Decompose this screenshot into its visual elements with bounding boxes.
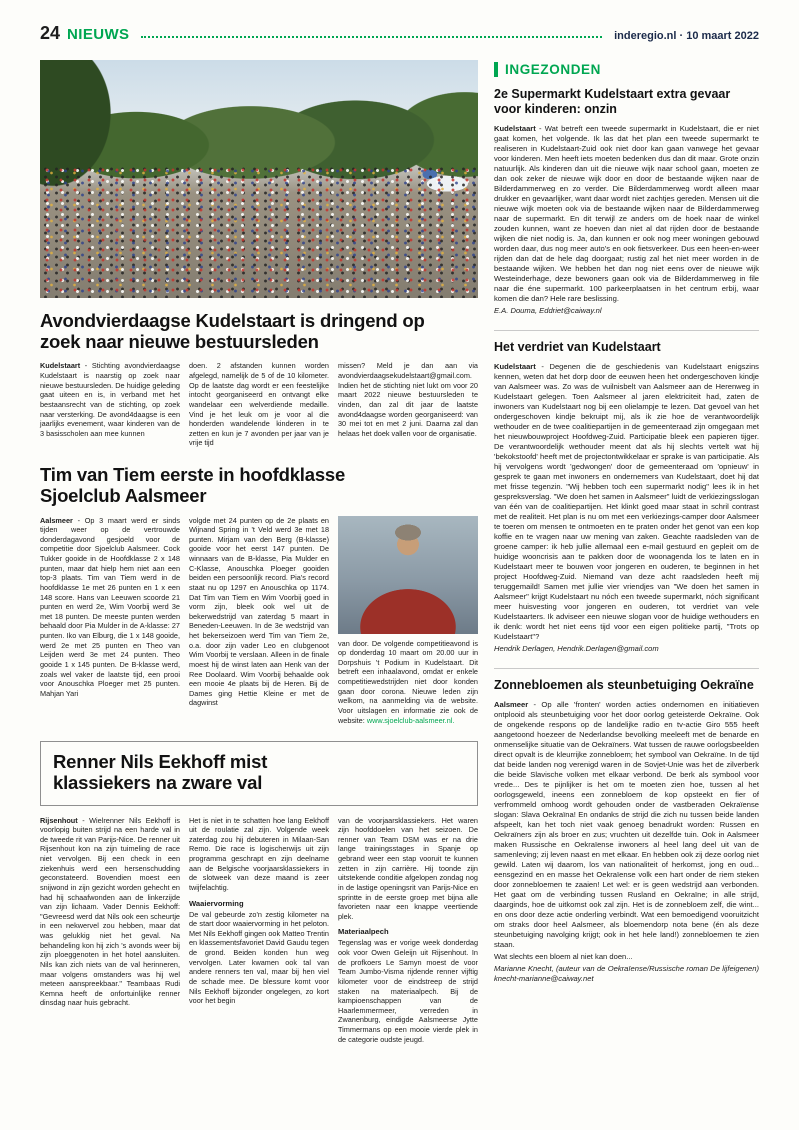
article2-headline: Tim van Tiem eerste in hoofdklasse Sjoelclub Aalsmeer xyxy=(40,464,346,506)
body-text: De val gebeurde zo'n zestig kilometer na de start door waaiervorming in het peloton. Met Nils Eekhoff gingen ook Matteo Trentin en klassementsfavoriet David Gaudu tegen de grond. Beiden konden hun weg vervolgen. Later kwamen ook tal van andere renners ten val, maar bij hen viel de schade mee. De blessure komt voor Nils Eekhoff bijzonder ongelegen, zo kort voor het begin xyxy=(189,909,329,1006)
body-text: Het is niet in te schatten hoe lang Eekhoff uit de roulatie zal zijn. Volgende week zaterdag zou hij debuteren in Milaan-San Remo. Die race is logischerwijs uit zijn programma geschrapt en zijn deelname aan de Belgische voorjaarsklassiekers in de slotweek van deze maand is zeer twijfelachtig. xyxy=(189,815,329,892)
article3-col1 xyxy=(40,816,180,1045)
letter-closing: Wat slechts een bloem al niet kan doen... xyxy=(494,952,633,962)
dateline: Kudelstaart xyxy=(40,361,81,371)
letter-signature: E.A. Douma, Eddriet@caiway.nl xyxy=(494,305,602,315)
letter-title: Het verdriet van Kudelstaart xyxy=(494,339,661,354)
subhead-materiaalpech: Materiaalpech xyxy=(338,927,389,937)
dateline: Kudelstaart xyxy=(494,361,536,371)
letter-body xyxy=(494,700,759,950)
body-text: Tegenslag was er vorige week donderdag ook voor Owen Geleijn uit Rijsenhout. In de profkoers Le Samyn moest de voor Team Jumbo-Visma rijdende renner vijftig kilometer voor de eindstreep de strijd staken na materiaalpech. Bij de kampioenschappen van de Haarlemmermeer, verreden in Zwanenburg, eindigde Aalsmeerse Jytte Timmermans op een mooie vierde plek in de categorie oudste jeugd. xyxy=(338,938,478,1044)
sjoeler-portrait-photo xyxy=(338,516,478,634)
header-rule xyxy=(141,36,602,38)
ingezonden-header xyxy=(494,62,759,77)
dateline: Aalsmeer xyxy=(40,515,73,525)
letter-signature: Hendrik Derlagen, Hendrik.Derlagen@gmail.com xyxy=(494,643,659,653)
article2-col1 xyxy=(40,516,180,726)
ingezonden-label: INGEZONDEN xyxy=(505,62,602,77)
letter-title: Zonnebloemen als steunbetuiging Oekraïne xyxy=(494,678,754,692)
event-crowd-photo xyxy=(40,60,478,298)
body-text: - Op alle 'fronten' worden acties ondernomen en initiatieven ontplooid als steunbetuiging voor het door oorlog geteisterde Oekraïne. Ook de ongekende respons op de landelijke radio en tv-actie Giro 555 heeft aangetoond hoezeer de Nederlandse bevolking meeleeft met de benarde en onmenselijke situatie van de Oekraïners. Wat tussen de rauwe oorlogsbeelden direct opvalt is de kleurrijke zonnebloem; het symbool van Oekraïne. In de tijd dat beide landen nog verenigd waren in de Sovjet-Unie was het de zilverberk die beide Slavische volken met elkaar verbond. De berk als symbool voor vrede... Des te pijnlijker is het om te moeten zien hoe, tussen al het oorlogsgeweld, ineens een zonnebloem de kop opsteekt en fier of verfrommeld omhoog wordt gehouden onder de vastberaden Oekraïense slogan: Slava Oekraïna! En ondanks de strijd die zich nu tussen beide landen afspeelt, kan het toch niet vaak genoeg benadrukt worden: Russen en Oekraïners zijn als broer en zus; vruchten uit dezelfde tuin. Ook in Aalsmeer maken Russische en Oekraïense inwoners al heel lang deel uit van de samenleving; zij leven naast en met elkaar. En hebben ook zij deze oorlog niet gewild. Laten wij daarom, los van nationaliteit of herkomst, jong en oud... eensgezind en en masse het Oekraïense volk een hart onder de riem steken door zonnebloemen te zaaien! Let wel: er is geen wedstrijd aan verbonden. Het gaat om de verbinding tussen Rusland en Oekraïne; in alle strijd, daarginds, hoe de uitkomst ook zal zijn. Het is de zonnebloem zelf, die wint... en ons door deze actie onderling verbindt. Wat een bemoedigend vooruitzicht om straks door heel Aalsmeer, als bloemendorp nota bene (én als deze steunbetuiging navolging krijgt; ook in het hele land!) zonnebloemen te zien staan. xyxy=(494,699,759,950)
section-name: NIEUWS xyxy=(67,26,130,43)
article3-headline: Renner Nils Eekhoff mist klassiekers na zware val xyxy=(53,751,268,793)
masthead-date: inderegio.nl · 10 maart 2022 xyxy=(614,30,759,42)
letter-verdriet xyxy=(494,330,759,668)
body-text: van de voorjaarsklassiekers. Het waren zijn hoofddoelen van het seizoen. De renner van Team DSM was er na drie lange trainingsstages in Spanje op gebrand weer een stap vooruit te kunnen zetten in zijn carrière. Hij toonde zijn uitstekende conditie afgelopen zondag nog in de lastige openingsrit van Parijs-Nice en sprintte in de eerste groep met bijna alle favorieten naar een knappe veertiende plek. xyxy=(338,815,478,921)
subhead-waaiervorming: Waaiervorming xyxy=(189,898,244,908)
article3-headline-box xyxy=(40,741,478,805)
article3-col2 xyxy=(189,816,329,1045)
article2-col2: volgde met 24 punten op de 2e plaats en Wijnand Spring in 't Veld werd 3e met 18 punten. Mirjam van den Berg (B-klasse) gooide voor het eerst 147 punten. De winnaars van de B-klasse, Pia Mulder en C-Klasse, Anouschka Ploeger gooiden beiden een persoonlijk record. Pia's record staat nu op 1297 en Anouschka op 1174. Dat Tim van Tiem en Wim Voorbij goed in vorm zijn, bleek ook wel uit de bekerwedstrijd van zaterdag 5 maart in Beneden-Leeuwen. In de 3e wedstrijd van het bekerseizoen werd Tim van Tiem 2e, o.a. door zijn vader Leo en clubgenoot Wim Voorbij te verslaan. Alleen in de finale moest hij de winst laten aan Henk van der Ree Doolaard. Wim Voorbij behaalde ook een mooie 4e plaats bij de Heren. Bij de Dames ging Hettie Kleine er met de dagwinst xyxy=(189,515,329,708)
ingezonden-column xyxy=(494,60,759,998)
dateline: Kudelstaart xyxy=(494,123,536,133)
website-link: www.sjoelclub-aalsmeer.nl. xyxy=(366,715,455,725)
page-number: 24 xyxy=(40,23,61,43)
article1-col1 xyxy=(40,361,180,448)
article2-body xyxy=(40,516,478,726)
article3-body xyxy=(40,816,478,1045)
article1-col2: doen. 2 afstanden kunnen worden afgelegd, namelijk de 5 of de 10 kilometer. Op de laatste dag wordt er een feestelijke intocht georganiseerd en ontvangt elke wandelaar een welverdiende medaille. Vind je het leuk om je voor al die honderden wandelende kinderen in te zetten en kun je 7 avonden per jaar van je vrije tijd xyxy=(189,361,329,448)
letter-supermarkt xyxy=(494,87,759,330)
article3-col3 xyxy=(338,816,478,1045)
article2-col3 xyxy=(338,516,478,726)
letter-body xyxy=(494,124,759,304)
green-accent-bar xyxy=(494,62,498,77)
article1-col3: missen? Meld je dan aan via avondvierdaagsekudelstaart@gmail.com. Indien het de stichting niet lukt om voor 20 maart 2022 nieuwe bestuursleden te vinden, dan zal dit jaar de laatste avond4daagse worden georganiseerd: van 30 mei tot en met 2 juni. Daarna zal dan helaas het doek vallen voor de organisatie. xyxy=(338,361,478,438)
body-text: - Wielrenner Nils Eekhoff is voorlopig buiten strijd na een harde val in de tweede rit van Parijs-Nice. De renner uit Rijsenhout kon na zijn tuimeling de race niet vervolgen. Bij een check in een ziekenhuis werd een hersenschudding geconstateerd. Bovendien moest een snijwond in zijn gezicht worden gehecht en had hij schaafwonden aan de linkerzijde van zijn lichaam. Vader Dennis Eekhoff: "Gevreesd werd dat Nils ook een scheurtje in een nekwervel zou hebben, maar dat was gelukkig niet het geval. Na behandeling kon hij zich 's avonds weer bij zijn ploeggenoten in het hotel aansluiten. Nils kan zich niets van de val herinneren, maar volgens omstanders was hij wel meteen aanspreekbaar." Teambaas Rudi Kemna heeft de onfortuinlijke renner dinsdag naar huis gebracht. xyxy=(40,815,180,1008)
article1-headline: Avondvierdaagse Kudelstaart is dringend op zoek naar nieuwe bestuursleden xyxy=(40,310,425,352)
letter-zonnebloemen xyxy=(494,668,759,998)
letter-signature: Marianne Knecht, (auteur van de Oekraïense/Russische roman De lijfeigenen) knecht-marianne@caiway.net xyxy=(494,964,759,984)
body-text: van door. De volgende competitieavond is op donderdag 10 maart om 20.00 uur in Dorpshuis 't Podium in Kudelstaart. Dit betreft een inhaalavond, omdat er enkele competitiewedstrijden niet door konden gaan door corona. Nieuwe leden zijn welkom, na aanmelding via de website. Voor uitslagen en informatie zie ook de website: xyxy=(338,638,478,725)
body-text: - Op 3 maart werd er sinds tijden weer op de vertrouwde donderdagavond gesjoeld voor de competitie door Sjoelclub Aalsmeer. Cock Tukker gooide in de Hoofdklasse 2 x 148 punten, maar dat hielp hem niet aan een top-3 plaats. Tim van Tiem werd in de hoofdklasse 1e met 26 punten en 1 x een 148 score. Hans van Leeuwen scoorde 21 punten en werd 2e, Wim Voorbij werd 3e met 18 punten. De meeste punten werden behaald door Pia Mulder in de A-klasse: 27 punten. Iko van Elburg, die 1 x 148 gooide, werd 2e met 25 punten en Theo van Leijden werd 3e met 24 punten. Theo gooide 1 x 145 punten. De B-klasse werd, zoals wel vaker de laatste tijd, een prooi voor Anouschka Ploeger met 25 punten. Mahjan Yari xyxy=(40,515,180,698)
body-text: - Wat betreft een tweede supermarkt in Kudelstaart, die er niet gaat komen, het volgende. Ik las dat het plan een tweede supermarkt te realiseren in Kudelstaart-Zuid ook niet door kan gaan vanwege het gevaar voor kinderen. Men heeft iets moeten bedenken dus dan dit maar. Grote onzin natuurlijk. Als kinderen dan uit die nieuwe wijk naar school gaan, moeten ze dan ook zeker de nieuwe wijk door en door de bestaande wijken naar de Bilderdammerweg en zo verder. Die Bilderdammerweg wordt alleen maar drukker en gevaarlijker, want daar wordt niet zachtjes gereden. Mensen uit die nieuwe wijk moeten ook via de bestaande wijken naar de Bilderdammerweg naar de supermarkt. En dit terwijl ze anders om de hoek naar de winkel zouden kunnen, want ze hoeven dan niet al dat rijden door de bestaande wijken die niet nodig is. Ja, dan kunnen er ook nog meer woningen gebouwd worden daar, dus nog meer auto's en ook fietsverkeer. Dus een heen-en-weer rijden dan dat de hele dag doorgaat; rustig zal het niet meer worden in de bestaande wijken. We hebben het dan nog niet eens over de nieuwe wijk Westeinderhage, deze bewoners gaan ook via de Bilderdammerweg in file naar die éne supermarkt. 100 parkeerplaatsen in het centrum erbij, waar komen die dan? Hele rare beslissing. xyxy=(494,123,759,303)
article1-body xyxy=(40,361,478,448)
dateline: Rijsenhout xyxy=(40,815,78,825)
body-text: - Stichting avondvierdaagse Kudelstaart is naarstig op zoek naar nieuwe bestuursleden. De huidige geleding gaat uiteen en is, in verband met het bestaansrecht van de stichting, op zoek naar versterking. De avond4daagse is een jaarlijks evenement, waar kinderen van de 3 basisscholen aan mee kunnen xyxy=(40,361,180,438)
page-header xyxy=(40,24,759,42)
letter-title: 2e Supermarkt Kudelstaart extra gevaar voor kinderen: onzin xyxy=(494,87,731,116)
dateline: Aalsmeer xyxy=(494,699,529,709)
left-column xyxy=(40,60,478,1044)
body-text: - Degenen die de geschiedenis van Kudelstaart enigszins kennen, weten dat het dorp door de eeuwen heen het ondergeschoven kindje van Aalsmeer was. Zo was de vuilnisbelt van Aalsmeer aan de Herenweg in Kudelstaart gelegen. Toen Aalsmeer al jaren elektriciteit had, zaten de inwoners van Kudelstaart nog bij een olielampje te lezen. Dat gevoel van het ondergeschoven kindje bekruipt mij, als ik zie hoe de verantwoordelijk wethouder en de twee coalitiepartijen in de gemeenteraad zijn omgegaan met het nieuwbouwproject Hoofdweg-Zuid. Participatie bleek een papieren tijger. De verantwoordelijk wethouder meent dat als hij slechts vertelt wat hij 'bekokstoofd' heeft met de projectontwikkelaar er sprake is van participatie. Als hij vervolgens wordt 'gedwongen' door de gemeenteraad om 'opnieuw' in gesprek te gaan met inwoners en ondernemers van Kudelstaart, doet hij dat met frisse tegenzin. "Wij hebben toch een supermarkt nodig" lees ik in het gespreksverslag. "We doen het samen in Aalsmeer" luidt de verkiezingsslogan van één van de coalitiepartijen. Het klinkt goed maar staat in schril contrast met de realiteit. Het plan is nu om met een verkiezings-camper door Aalsmeer te toeren om mensen te ontmoeten en te praten onder het genot van een kop koffie en te vragen naar uw mening van zaken. Geachte raadsleden van de groene camper: ik heb jullie allemaal een e-mail gestuurd en gepleit om de huidige wooncrisis aan te pakken door de woonagenda los te laten en in Kudelstaart meer te bouwen voor jongeren en ouderen, te beginnen in het project Hoofdweg-Zuid. Niemand van deze acht raadsleden heeft mij teruggemaild! Samen met jullie vier vriendjes van "We doen het samen in Aalsmeer" krijgt Kudelstaart nu nóch een tweede supermarkt, nóch significant meer huisvesting voor jongeren en ouderen, tot verdriet van vele Kudelstaarters. Ik adviseer een nieuwe slogan voor de huidige wethouders en ik denk: wordt het niet eens tijd voor een eigen politieke partij, "Trots op Kudelstaart"? xyxy=(494,361,759,641)
letter-body xyxy=(494,362,759,642)
